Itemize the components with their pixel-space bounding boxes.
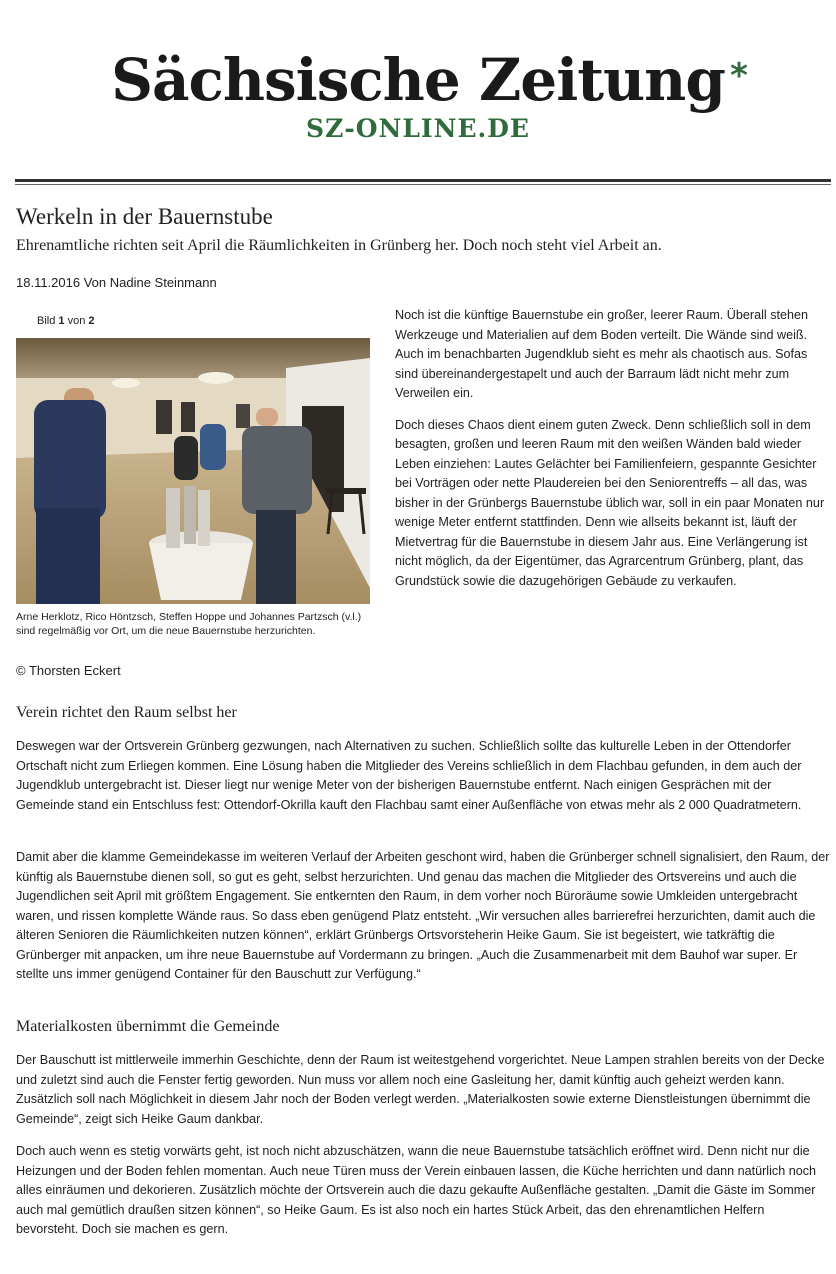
header-divider-thin — [15, 184, 831, 185]
body-paragraph: Deswegen war der Ortsverein Grünberg gezwungen, nach Alternativen zu suchen. Schließlich sollte das kulturelle Leben in der Ottendorfer Ortschaft nicht zum Erliegen kommen. Eine Lösung haben die Mitglieder des Vereins schließlich in dem Flachbau gefunden, in dem auch der Jugendklub untergebracht ist. Dieser liegt nur wenige Meter von der bisherigen Bauernstube entfernt. Nach einigen Gesprächen mit der Gemeinde stand ein Entschluss fest: Ottendorf-Okrilla kauft den Flachbau samt einer Außenfläche von etwas mehr als 2 000 Quadratmetern. — [16, 739, 802, 812]
article-byline: 18.11.2016 Von Nadine Steinmann — [16, 275, 217, 290]
newspaper-title: Sächsische Zeitung — [111, 46, 725, 114]
article-photo[interactable] — [16, 338, 370, 604]
website-label[interactable]: SZ-ONLINE.DE — [306, 114, 530, 143]
body-paragraph: Doch auch wenn es stetig vorwärts geht, ist noch nicht abzuschätzen, wann die neue Bauernstube tatsächlich eröffnet wird. Denn nicht nur die Heizungen und der Boden fehlen momentan. Auch neue Türen muss der Verein einbauen lassen, die Küche herrichten und dann natürlich noch alles einräumen und dekorieren. Zusätzlich möchte der Ortsverein auch die dazu gekaufte Außenfläche gestalten. „Damit die Gäste im Sommer auch mal gemütlich draußen sitzen können“, so Heike Gaum. Es ist also noch ein hartes Stück Arbeit, das den ehrenamtlichen Helfern bevorsteht. Doch sie machen es gern. — [16, 1144, 817, 1236]
image-counter-total: 2 — [88, 315, 95, 327]
article-headline: Werkeln in der Bauernstube — [16, 204, 273, 229]
section-heading: Materialkosten übernimmt die Gemeinde — [16, 1018, 280, 1035]
body-paragraph: Der Bauschutt ist mittlerweile immerhin Geschichte, denn der Raum ist weitestgehend vorgerichtet. Neue Lampen strahlen bereits von der Decke und zuletzt sind auch die Fenster fertig geworden. Nun muss vor allem noch eine Gasleitung her, damit künftig auch geheizt werden kann. Zusätzlich soll nach Möglichkeit in diesem Jahr noch der Boden verlegt werden. „Materialkosten sowie externe Dienstleistungen übernimmt die Gemeinde“, zeigt sich Heike Gaum dankbar. — [16, 1053, 825, 1126]
body-paragraph: Damit aber die klamme Gemeindekasse im weiteren Verlauf der Arbeiten geschont wird, haben die Grünberger schnell signalisiert, den Raum, der künftig als Bauernstube dienen soll, so gut es geht, selbst herzurichten. Und genau das machen die Mitglieder des Ortsvereins und auch die Jugendlichen seit April mit größtem Engagement. Sie entkernten den Raum, in dem vorher noch Büroräume sowie Umkleiden untergebracht waren, und rissen komplette Wände raus. So dass eben genügend Platz entsteht. „Wir versuchen alles barrierefrei herzurichten, damit auch die älteren Senioren die Räumlichkeiten nutzen können“, erklärt Grünbergs Ortsvorsteherin Heike Gaum. Sie ist begeistert, wie tatkräftig die Grünberger mit anpacken, um ihre neue Bauernstube auf Vordermann zu bringen. „Auch die Zusammenarbeit mit dem Bauhof war super. Er stellte uns immer genügend Container für den Bauschutt zur Verfügung.“ — [16, 850, 830, 981]
intro-column — [395, 306, 827, 603]
masthead — [0, 48, 836, 144]
intro-paragraph: Noch ist die künftige Bauernstube ein großer, leerer Raum. Überall stehen Werkzeuge und Materialien auf dem Boden verteilt. Die Wände sind weiß. Auch im benachbarten Jugendklub sieht es mehr als chaotisch aus. Sofas sind übereinandergestapelt und auch der Barraum lädt nicht mehr zum Verweilen ein. — [395, 308, 809, 400]
newspaper-logo[interactable] — [111, 46, 747, 114]
article-subheadline: Ehrenamtliche richten seit April die Räumlichkeiten in Grünberg her. Doch noch steht viel Arbeit an. — [16, 237, 662, 254]
photo-credit: © Thorsten Eckert — [16, 663, 121, 678]
logo-star-icon: * — [730, 56, 747, 96]
photo-caption: Arne Herklotz, Rico Höntzsch, Steffen Hoppe und Johannes Partzsch (v.l.) sind regelmäßig vor Ort, um die neue Bauernstube herzurichten. — [16, 611, 362, 637]
photo-illustration — [16, 338, 370, 604]
image-counter-prefix: Bild — [37, 315, 56, 327]
image-counter-separator: von — [67, 315, 86, 327]
header-divider — [15, 179, 831, 182]
intro-paragraph: Doch dieses Chaos dient einem guten Zweck. Denn schließlich soll in dem besagten, großen und leeren Raum mit den weißen Wänden bald wieder Leben einziehen: Lautes Gelächter bei Familienfeiern, gespannte Gesichter bei Vorträgen oder nette Plaudereien bei den Seniorentreffs – all das, was bisher in der Grünbergs Bauernstube üblich war, soll in ein paar Monaten nur wenige Meter entfernt stattfinden. Denn wie allseits bekannt ist, läuft der Mietvertrag für die Bauernstube in diesem Jahr aus. Eine Verlängerung ist nicht möglich, da der Eigentümer, das Agrarcentrum Grünberg, plant, das Grundstück sowie die dazugehörigen Gebäude zu verkaufen. — [395, 417, 825, 588]
image-counter-current: 1 — [58, 315, 65, 327]
section-heading: Verein richtet den Raum selbst her — [16, 704, 237, 721]
image-counter — [37, 313, 95, 329]
